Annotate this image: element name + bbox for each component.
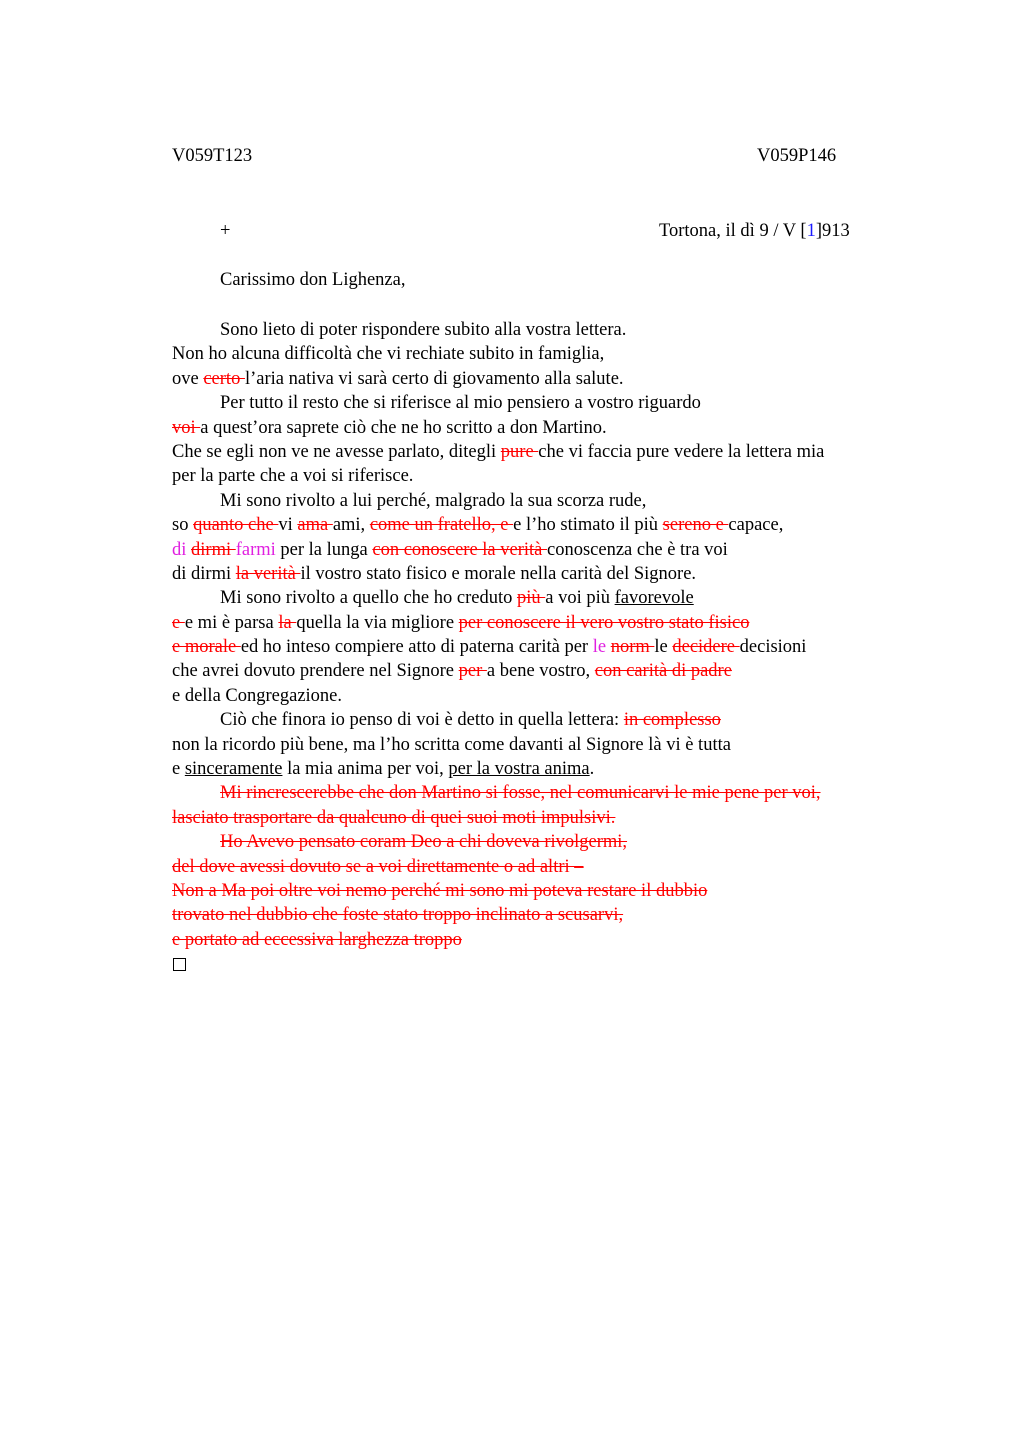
text-segment: il vostro stato fisico e morale nella carità del Signore. xyxy=(300,563,697,584)
text-line xyxy=(172,513,932,537)
deleted-text: pure xyxy=(500,441,539,462)
box-icon xyxy=(173,958,186,971)
text-segment: e mi è parsa xyxy=(184,612,279,633)
text-segment: . xyxy=(589,759,595,780)
text-line xyxy=(172,440,932,464)
header-left-code: V059T123 xyxy=(172,146,253,166)
underlined-text: sinceramente xyxy=(184,759,283,780)
underlined-text: favorevole xyxy=(614,588,694,609)
deleted-text: la xyxy=(278,612,297,633)
text-segment: per la parte che a voi si riferisce. xyxy=(172,466,414,487)
text-segment: Ciò che finora io penso di voi è detto in quella lettera: xyxy=(220,710,624,731)
text-line xyxy=(172,928,932,952)
text-segment: le xyxy=(654,637,673,658)
deleted-text: e portato ad eccessiva larghezza troppo xyxy=(172,929,462,950)
text-segment: so xyxy=(172,515,194,536)
text-segment: decisioni xyxy=(739,637,807,658)
deleted-text: per conoscere il vero vostro stato fisico xyxy=(458,612,750,633)
text-segment: Mi sono rivolto a lui perché, malgrado la sua scorza rude, xyxy=(220,490,647,511)
text-segment: per la lunga xyxy=(275,539,373,560)
inserted-text: le xyxy=(592,637,607,658)
deleted-text: per xyxy=(458,661,487,682)
text-line xyxy=(172,855,932,879)
text-segment: ove xyxy=(172,368,204,389)
text-segment: di dirmi xyxy=(172,563,236,584)
letter-body xyxy=(172,318,932,977)
deleted-text: con carità di padre xyxy=(594,661,732,682)
deleted-text: lasciato trasportare da qualcuno di quei suoi moti impulsivi. xyxy=(172,807,616,828)
dateline xyxy=(659,221,850,242)
text-segment: Mi sono rivolto a quello che ho creduto xyxy=(220,588,517,609)
deleted-text: voi xyxy=(172,417,201,438)
deleted-text: come un fratello, e xyxy=(369,515,514,536)
deleted-text: Mi rincrescerebbe che don Martino si fosse, nel comunicarvi le mie pene per voi, xyxy=(220,783,821,804)
text-segment: capace, xyxy=(728,515,784,536)
deleted-text: in complesso xyxy=(623,710,721,731)
deleted-text: e xyxy=(172,612,185,633)
text-segment: la mia anima per voi, xyxy=(282,759,449,780)
text-segment: Che se egli non ve ne avesse parlato, ditegli xyxy=(172,441,501,462)
text-segment: ami, xyxy=(332,515,370,536)
text-line xyxy=(172,659,932,683)
text-line xyxy=(172,879,932,903)
header-right-code: V059P146 xyxy=(757,146,837,166)
deleted-text: ama xyxy=(297,515,333,536)
date-year-digit: 1 xyxy=(806,221,816,241)
text-segment: che avrei dovuto prendere nel Signore xyxy=(172,661,459,682)
text-line xyxy=(172,342,932,366)
deleted-text: quanto che xyxy=(193,515,279,536)
text-line xyxy=(172,830,932,854)
deleted-text: Non a Ma poi oltre voi nemo perché mi sono mi poteva restare il dubbio xyxy=(172,880,708,901)
text-line xyxy=(172,806,932,830)
text-segment: e l’ho stimato il più xyxy=(513,515,663,536)
text-line xyxy=(172,733,932,757)
deleted-text: certo xyxy=(203,368,245,389)
deleted-text: più xyxy=(516,588,546,609)
text-segment: conoscenza che è tra voi xyxy=(547,539,728,560)
text-line xyxy=(172,903,932,927)
text-segment: e xyxy=(172,759,185,780)
text-segment: Sono lieto di poter rispondere subito alla vostra lettera. xyxy=(220,320,627,340)
text-segment: Per tutto il resto che si riferisce al mio pensiero a vostro riguardo xyxy=(220,393,701,414)
text-line xyxy=(172,318,932,342)
deleted-text: del dove avessi dovuto se a voi direttamente o ad altri – xyxy=(172,856,584,877)
text-line xyxy=(172,635,932,659)
deleted-text: dirmi xyxy=(191,539,236,560)
text-segment: a bene vostro, xyxy=(486,661,595,682)
text-segment: ed ho inteso compiere atto di paterna carità per xyxy=(240,637,593,658)
text-line xyxy=(172,367,932,391)
deleted-text: la verità xyxy=(235,563,301,584)
text-line xyxy=(172,562,932,586)
deleted-text: con conoscere la verità xyxy=(372,539,548,560)
deleted-text: e morale xyxy=(172,637,241,658)
date-prefix: Tortona, il dì 9 / V [ xyxy=(659,221,807,241)
cross-mark: + xyxy=(220,221,231,241)
deleted-text: decidere xyxy=(672,637,740,658)
deleted-text: Ho Avevo pensato coram Deo a chi doveva rivolgermi, xyxy=(220,832,628,853)
deleted-text: norm xyxy=(610,637,655,658)
text-segment: a quest’ora saprete ciò che ne ho scritto a don Martino. xyxy=(200,417,607,438)
inserted-text: farmi xyxy=(235,539,276,560)
text-line xyxy=(172,611,932,635)
text-line xyxy=(172,586,932,610)
text-line xyxy=(172,538,932,562)
salutation: Carissimo don Lighenza, xyxy=(220,270,406,290)
text-line xyxy=(172,489,932,513)
text-line xyxy=(172,952,932,976)
text-line xyxy=(172,757,932,781)
deleted-text: sereno e xyxy=(662,515,729,536)
text-line xyxy=(172,684,932,708)
underlined-text: per la vostra anima xyxy=(448,759,590,780)
text-segment: non la ricordo più bene, ma l’ho scritta come davanti al Signore là vi è tutta xyxy=(172,734,731,755)
text-segment: a voi più xyxy=(545,588,615,609)
text-line xyxy=(172,464,932,488)
text-segment: quella la via migliore xyxy=(296,612,459,633)
date-suffix: ]913 xyxy=(815,221,850,241)
inserted-text: di xyxy=(172,539,192,560)
text-segment: che vi faccia pure vedere la lettera mia xyxy=(538,441,825,462)
text-line xyxy=(172,416,932,440)
text-segment: l’aria nativa vi sarà certo di giovamento alla salute. xyxy=(244,368,624,389)
text-segment: vi xyxy=(278,515,298,536)
text-segment: e della Congregazione. xyxy=(172,685,343,706)
text-line xyxy=(172,708,932,732)
text-line xyxy=(172,391,932,415)
text-segment: Non ho alcuna difficoltà che vi rechiate subito in famiglia, xyxy=(172,344,605,365)
deleted-text: trovato nel dubbio che foste stato troppo inclinato a scusarvi, xyxy=(172,905,624,926)
text-line xyxy=(172,781,932,805)
